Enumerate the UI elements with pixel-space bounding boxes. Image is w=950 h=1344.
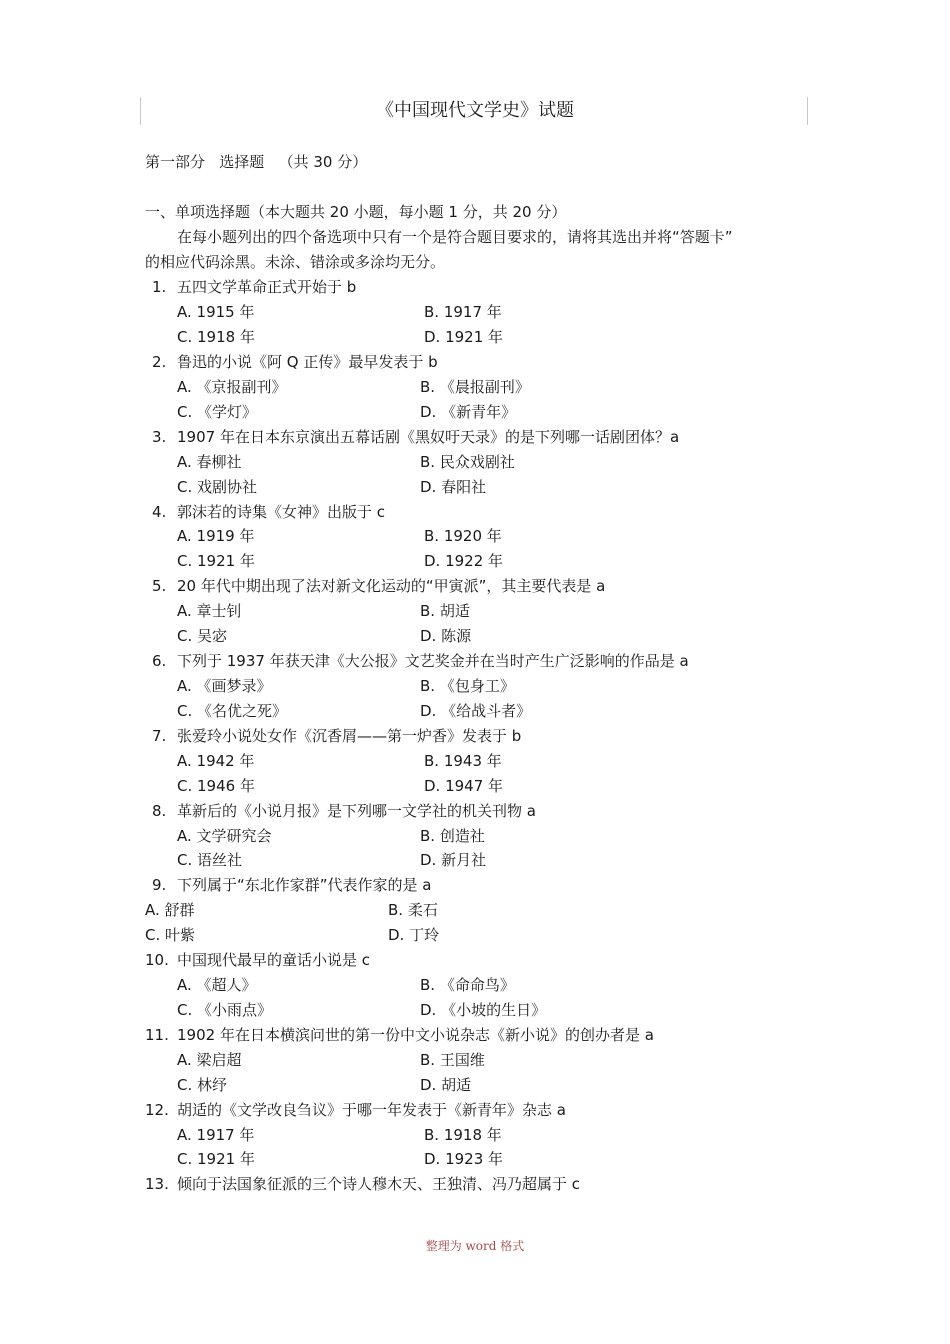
option-b: B. 民众戏剧社 (420, 453, 515, 471)
question-text: 下列于 1937 年获天津《大公报》文艺奖金并在当时产生广泛影响的作品是 a (177, 652, 689, 670)
option-c: C. 1946 年 (177, 777, 255, 795)
option-b: B. 创造社 (420, 827, 485, 845)
option-d: D. 1947 年 (424, 777, 504, 795)
question-text: 郭沫若的诗集《女神》出版于 c (177, 503, 386, 521)
question-text: 下列属于“东北作家群”代表作家的是 a (177, 876, 432, 894)
option-a: A. 《画梦录》 (177, 677, 272, 695)
question-text: 倾向于法国象征派的三个诗人穆木天、王独清、冯乃超属于 c (177, 1175, 581, 1193)
option-a: A. 章士钊 (177, 602, 242, 620)
footer-note: 整理为 word 格式 (425, 1239, 525, 1253)
question-number: 7. (152, 727, 167, 745)
option-a: A. 《超人》 (177, 976, 257, 994)
option-a: A. 春柳社 (177, 453, 242, 471)
option-d: D. 1921 年 (424, 328, 504, 346)
question-text: 1902 年在日本横滨问世的第一份中文小说杂志《新小说》的创办者是 a (177, 1026, 654, 1044)
part-heading: 第一部分 选择题 （共 30 分） (145, 153, 368, 171)
section-heading: 一、单项选择题（本大题共 20 小题，每小题 1 分，共 20 分） (145, 203, 567, 221)
option-b: B. 1943 年 (424, 752, 502, 770)
question-number: 10. (145, 951, 169, 969)
option-b: B. 王国维 (420, 1051, 485, 1069)
option-b: B. 胡适 (420, 602, 470, 620)
instructions-line-2: 的相应代码涂黑。未涂、错涂或多涂均无分。 (145, 253, 446, 271)
question-text: 中国现代最早的童话小说是 c (177, 951, 371, 969)
option-c: C. 1918 年 (177, 328, 255, 346)
option-a: A. 1919 年 (177, 527, 255, 545)
option-d: D. 《小坡的生日》 (420, 1001, 547, 1019)
question-number: 2. (152, 353, 167, 371)
question-number: 8. (152, 802, 167, 820)
question-text: 张爱玲小说处女作《沉香屑——第一炉香》发表于 b (177, 727, 522, 745)
option-a: A. 1917 年 (177, 1126, 255, 1144)
question-number: 6. (152, 652, 167, 670)
question-number: 9. (152, 876, 167, 894)
option-c: C. 戏剧协社 (177, 478, 258, 496)
instructions-line-1: 在每小题列出的四个备选项中只有一个是符合题目要求的，请将其选出并将“答题卡” (177, 228, 733, 246)
option-b: B. 1917 年 (424, 303, 502, 321)
question-number: 11. (145, 1026, 169, 1044)
option-c: C. 《名优之死》 (177, 702, 288, 720)
option-d: D. 《给战斗者》 (420, 702, 532, 720)
question-text: 鲁迅的小说《阿 Q 正传》最早发表于 b (177, 353, 438, 371)
question-text: 五四文学革命正式开始于 b (177, 278, 357, 296)
option-d: D. 丁玲 (388, 926, 440, 944)
option-d: D. 1922 年 (424, 552, 504, 570)
question-number: 1. (152, 278, 167, 296)
option-a: A. 文学研究会 (177, 827, 272, 845)
option-d: D. 新月社 (420, 851, 487, 869)
question-number: 4. (152, 503, 167, 521)
option-c: C. 1921 年 (177, 1150, 255, 1168)
option-d: D. 春阳社 (420, 478, 487, 496)
option-d: D. 1923 年 (424, 1150, 504, 1168)
question-text: 20 年代中期出现了法对新文化运动的“甲寅派”，其主要代表是 a (177, 577, 606, 595)
option-a: A. 1915 年 (177, 303, 255, 321)
option-b: B. 《晨报副刊》 (420, 378, 530, 396)
option-a: A. 《京报副刊》 (177, 378, 287, 396)
option-c: C. 《学灯》 (177, 403, 258, 421)
question-number: 12. (145, 1101, 169, 1119)
option-b: B. 《命命鸟》 (420, 976, 515, 994)
option-c: C. 吴宓 (177, 627, 228, 645)
option-b: B. 1918 年 (424, 1126, 502, 1144)
option-c: C. 《小雨点》 (177, 1001, 273, 1019)
option-b: B. 1920 年 (424, 527, 502, 545)
question-text: 胡适的《文学改良刍议》于哪一年发表于《新青年》杂志 a (177, 1101, 566, 1119)
option-a: A. 1942 年 (177, 752, 255, 770)
question-number: 5. (152, 577, 167, 595)
option-d: D. 胡适 (420, 1076, 472, 1094)
option-d: D. 《新青年》 (420, 403, 517, 421)
option-c: C. 叶紫 (145, 926, 196, 944)
option-a: A. 梁启超 (177, 1051, 242, 1069)
question-text: 革新后的《小说月报》是下列哪一文学社的机关刊物 a (177, 802, 536, 820)
question-text: 1907 年在日本东京演出五幕话剧《黑奴吁天录》的是下列哪一话剧团体？a (177, 428, 680, 446)
page-title: 《中国现代文学史》试题 (376, 100, 574, 121)
option-c: C. 语丝社 (177, 851, 243, 869)
option-d: D. 陈源 (420, 627, 472, 645)
option-c: C. 1921 年 (177, 552, 255, 570)
option-c: C. 林纾 (177, 1076, 228, 1094)
question-number: 13. (145, 1175, 169, 1193)
option-b: B. 《包身工》 (420, 677, 515, 695)
option-a: A. 舒群 (145, 901, 195, 919)
question-number: 3. (152, 428, 167, 446)
option-b: B. 柔石 (388, 901, 438, 919)
